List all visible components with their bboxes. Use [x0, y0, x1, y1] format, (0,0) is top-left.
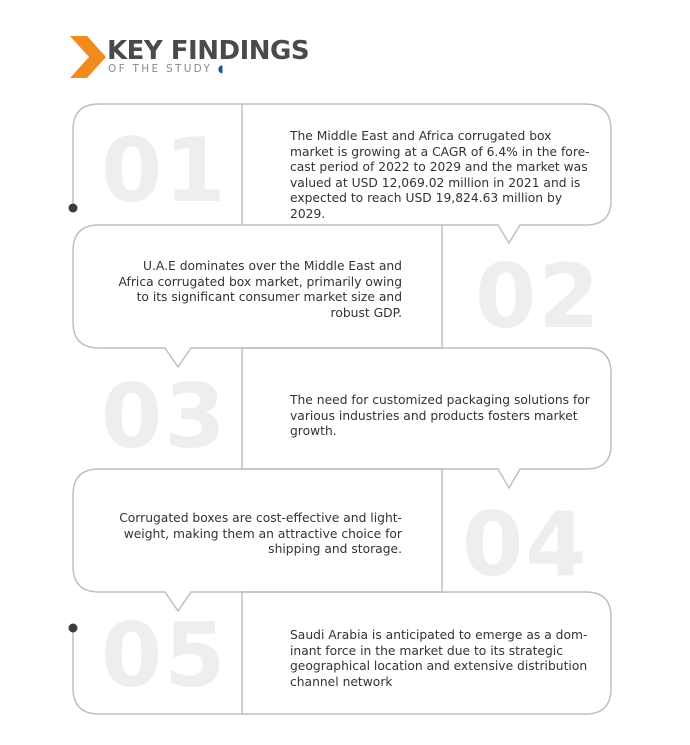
page-title: KEY FINDINGS: [107, 36, 310, 66]
finding-number: 01: [101, 119, 228, 222]
moon-icon: ◖: [217, 63, 224, 75]
finding-text: The need for customized packaging solutions for various industries and products fosters market growth.: [290, 393, 590, 438]
page-subtitle: OF THE STUDY ◖: [108, 63, 224, 75]
finding-text: The Middle East and Africa corrugated box market is growing at a CAGR of 6.4% in the fore-cast period of 2022 to 2029 and the market was valued at USD 12,069.02 million in 2021 and is expected to reach USD 19,824.63 million by 2029.: [290, 129, 590, 221]
finding-text: Saudi Arabia is anticipated to emerge as a dom-inant force in the market due to its strategic geographical location and extensive distribution channel network: [290, 628, 588, 689]
finding-text: Corrugated boxes are cost-effective and light-weight, making them an attractive choice for shipping and storage.: [119, 511, 402, 556]
finding-number: 05: [101, 604, 228, 707]
finding-number: 03: [101, 365, 228, 468]
finding-number: 02: [475, 245, 602, 348]
finding-text: U.A.E dominates over the Middle East and Africa corrugated box market, primarily owing to its significant consumer market size and robust GDP.: [118, 259, 402, 320]
finding-number: 04: [462, 493, 589, 596]
